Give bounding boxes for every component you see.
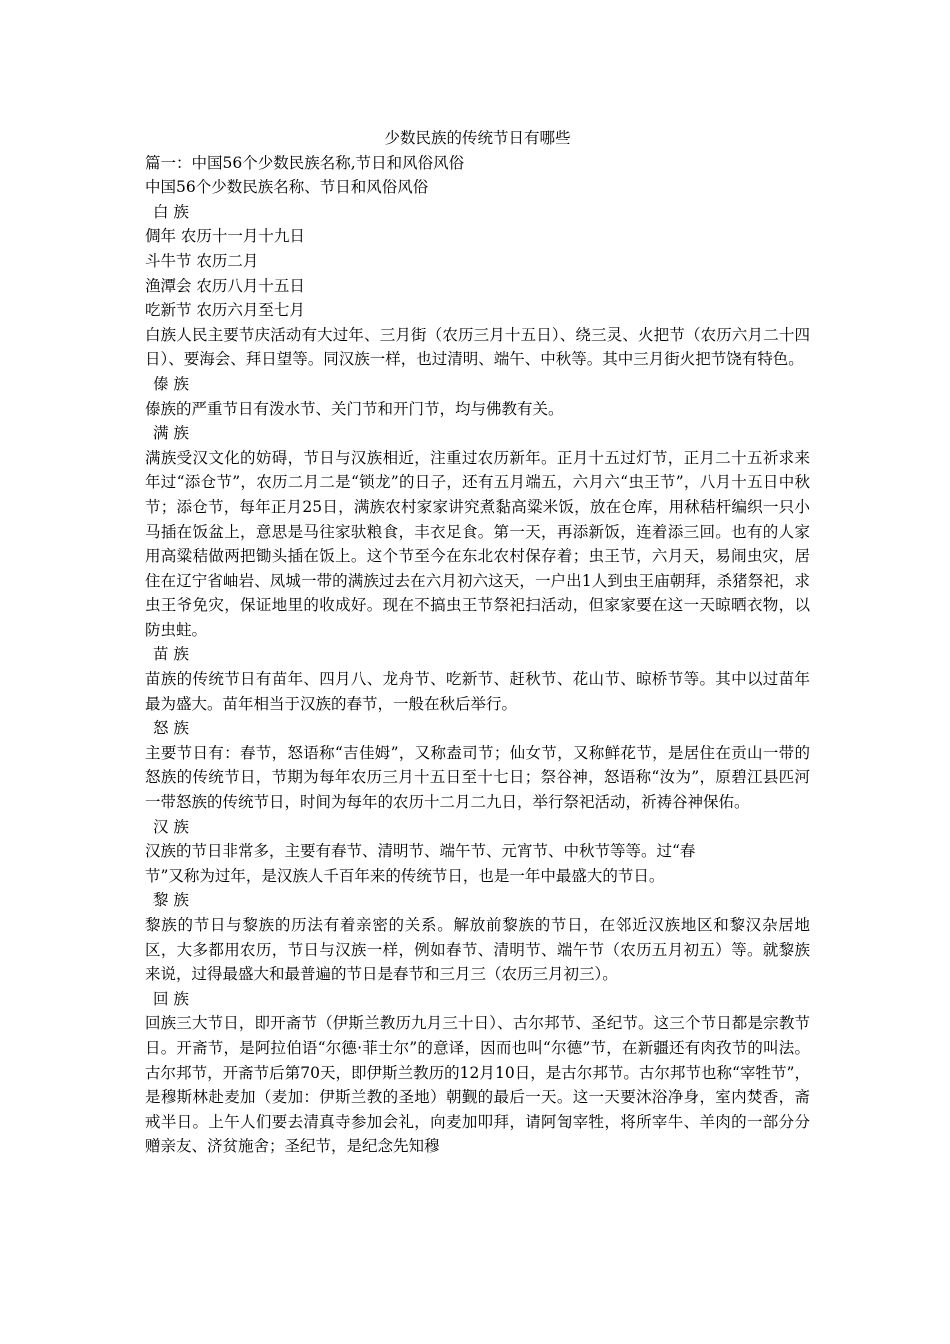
hui-paragraph: 回族三大节日，即开斋节（伊斯兰教历九月三十日）、古尔邦节、圣纪节。这三个节日都是宗教节日。开斋节，是阿拉伯语“尔德·菲士尔”的意译，因而也叫“尔德”节，在新疆还有肉孜节的叫法。古尔邦节，开斋节后第70天，即伊斯兰教历的12月10日，是古尔邦节。古尔邦节也称“宰牲节”，是穆斯林赴麦加（麦加：伊斯兰教的圣地）朝觐的最后一天。这一天要沐浴净身，室内焚香，斋戒半日。上午人们要去清真寺参加会礼，向麦加叩拜，请阿訇宰牲，将所宰牛、羊肉的一部分分赠亲友、济贫施舍；圣纪节，是纪念先知穆	[145, 1014, 810, 1156]
heading-nu: 怒 族	[153, 719, 189, 738]
bai-item-4: 吃新节 农历六月至七月	[145, 301, 305, 320]
heading-li: 黎 族	[153, 891, 189, 910]
miao-paragraph: 苗族的传统节日有苗年、四月八、龙舟节、吃新节、赶秋节、花山节、晾桥节等。其中以过苗年最为盛大。苗年相当于汉族的春节，一般在秋后举行。	[145, 670, 810, 713]
heading-dai: 傣 族	[153, 374, 189, 393]
heading-hui: 回 族	[153, 989, 189, 1008]
heading-han: 汉 族	[153, 817, 189, 836]
document-body	[145, 126, 810, 1159]
dai-paragraph: 傣族的严重节日有泼水节、关门节和开门节，均与佛教有关。	[145, 399, 564, 418]
nu-paragraph: 主要节日有：春节，怒语称“吉佳姆”，又称盍司节；仙女节，又称鲜花节，是居住在贡山一带的怒族的传统节日，节期为每年农历三月十五日至十七日；祭谷神，怒语称“汝为”，原碧江县匹河一带怒族的传统节日，时间为每年的农历十二月二九日，举行祭祀活动，祈祷谷神保佑。	[145, 743, 810, 812]
han-line-2: 节”又称为过年，是汉族人千百年来的传统节日，也是一年中最盛大的节日。	[145, 866, 665, 885]
subtitle-1: 篇一：中国56个少数民族名称,节日和风俗风俗	[145, 153, 465, 172]
heading-man: 满 族	[153, 424, 189, 443]
bai-item-3: 渔潭会 农历八月十五日	[145, 276, 305, 295]
han-line-1: 汉族的节日非常多，主要有春节、清明节、端午节、元宵节、中秋节等等。过“春	[145, 842, 696, 861]
li-paragraph: 黎族的节日与黎族的历法有着亲密的关系。解放前黎族的节日，在邻近汉族地区和黎汉杂居地区，大多都用农历，节日与汉族一样，例如春节、清明节、端午节（农历五月初五）等。就黎族来说，过得最盛大和最普遍的节日是春节和三月三（农历三月初三）。	[145, 916, 810, 984]
man-paragraph: 满族受汉文化的妨碍，节日与汉族相近，注重过农历新年。正月十五过灯节，正月二十五祈求来年过“添仓节”，农历二月二是“锁龙”的日子，还有五月端五，六月六“虫王节”，八月十五日中秋节；添仓节，每年正月25日，满族农村家家讲究煮黏高粱米饭，放在仓库，用秫秸杆编织一只小马插在饭盆上，意思是马往家驮粮食，丰衣足食。第一天，再添新饭，连着添三回。也有的人家用高粱秸做两把锄头插在饭上。这个节至今在东北农村保存着；虫王节，六月天，易闹虫灾，居住在辽宁省岫岩、凤城一带的满族过去在六月初六这天，一户出1人到虫王庙朝拜，杀猪祭祀，求虫王爷免灾，保证地里的收成好。现在不搞虫王节祭祀扫活动，但家家要在这一天晾晒衣物，以防虫蛀。	[145, 448, 810, 639]
bai-item-1: 倜年 农历十一月十九日	[145, 227, 305, 246]
heading-miao: 苗 族	[153, 645, 189, 664]
bai-paragraph: 白族人民主要节庆活动有大过年、三月街（农历三月十五日）、绕三灵、火把节（农历六月二十四日）、要海会、拜日望等。同汉族一样，也过清明、端午、中秋等。其中三月街火把节饶有特色。	[145, 325, 810, 369]
bai-item-2: 斗牛节 农历二月	[145, 251, 259, 270]
document-title: 少数民族的传统节日有哪些	[384, 129, 571, 147]
subtitle-2: 中国56个少数民族名称、节日和风俗风俗	[145, 178, 429, 197]
heading-bai: 白 族	[153, 202, 189, 221]
